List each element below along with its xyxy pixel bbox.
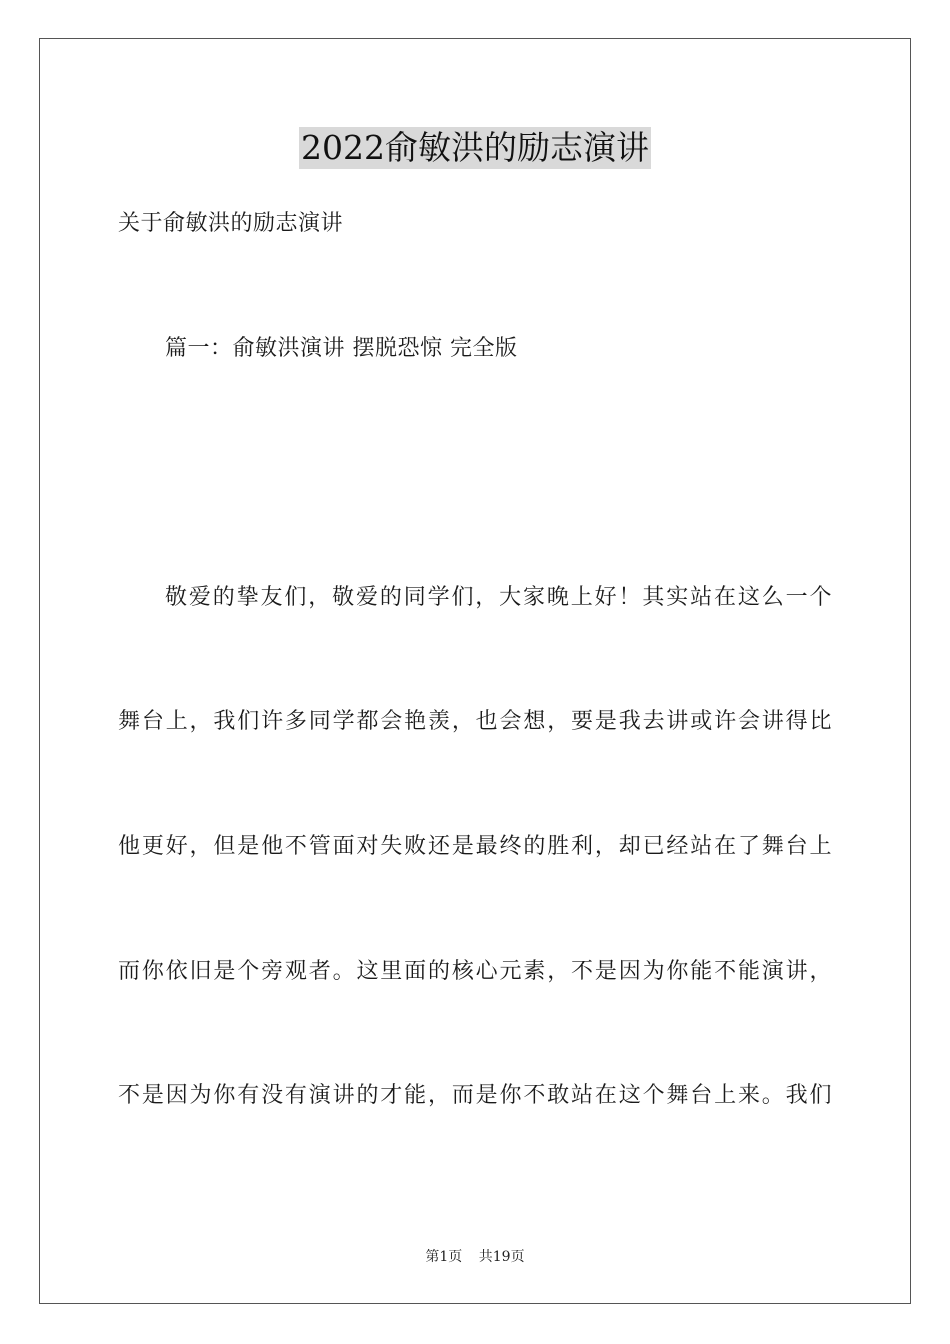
paragraph-line: 不是因为你有没有演讲的才能，而是你不敢站在这个舞台上来。我们 — [118, 1083, 832, 1108]
page-number-current: 第1页 — [425, 1249, 463, 1265]
title-container — [0, 127, 950, 169]
paragraph-line: 舞台上，我们许多同学都会艳羡，也会想，要是我去讲或许会讲得比 — [118, 709, 832, 734]
document-title: 2022俞敏洪的励志演讲 — [301, 128, 649, 167]
page-footer — [0, 1248, 950, 1266]
paragraph-line: 他更好，但是他不管面对失败还是最终的胜利，却已经站在了舞台上 — [118, 834, 832, 859]
paragraph-line: 敬爱的挚友们，敬爱的同学们，大家晚上好！其实站在这么一个 — [165, 585, 832, 610]
page-number-total: 共19页 — [478, 1249, 525, 1265]
document-subtitle: 关于俞敏洪的励志演讲 — [118, 211, 344, 236]
section-heading: 篇一：俞敏洪演讲 摆脱恐惊 完全版 — [165, 336, 518, 361]
paragraph-line: 而你依旧是个旁观者。这里面的核心元素，不是因为你能不能演讲， — [118, 959, 832, 984]
